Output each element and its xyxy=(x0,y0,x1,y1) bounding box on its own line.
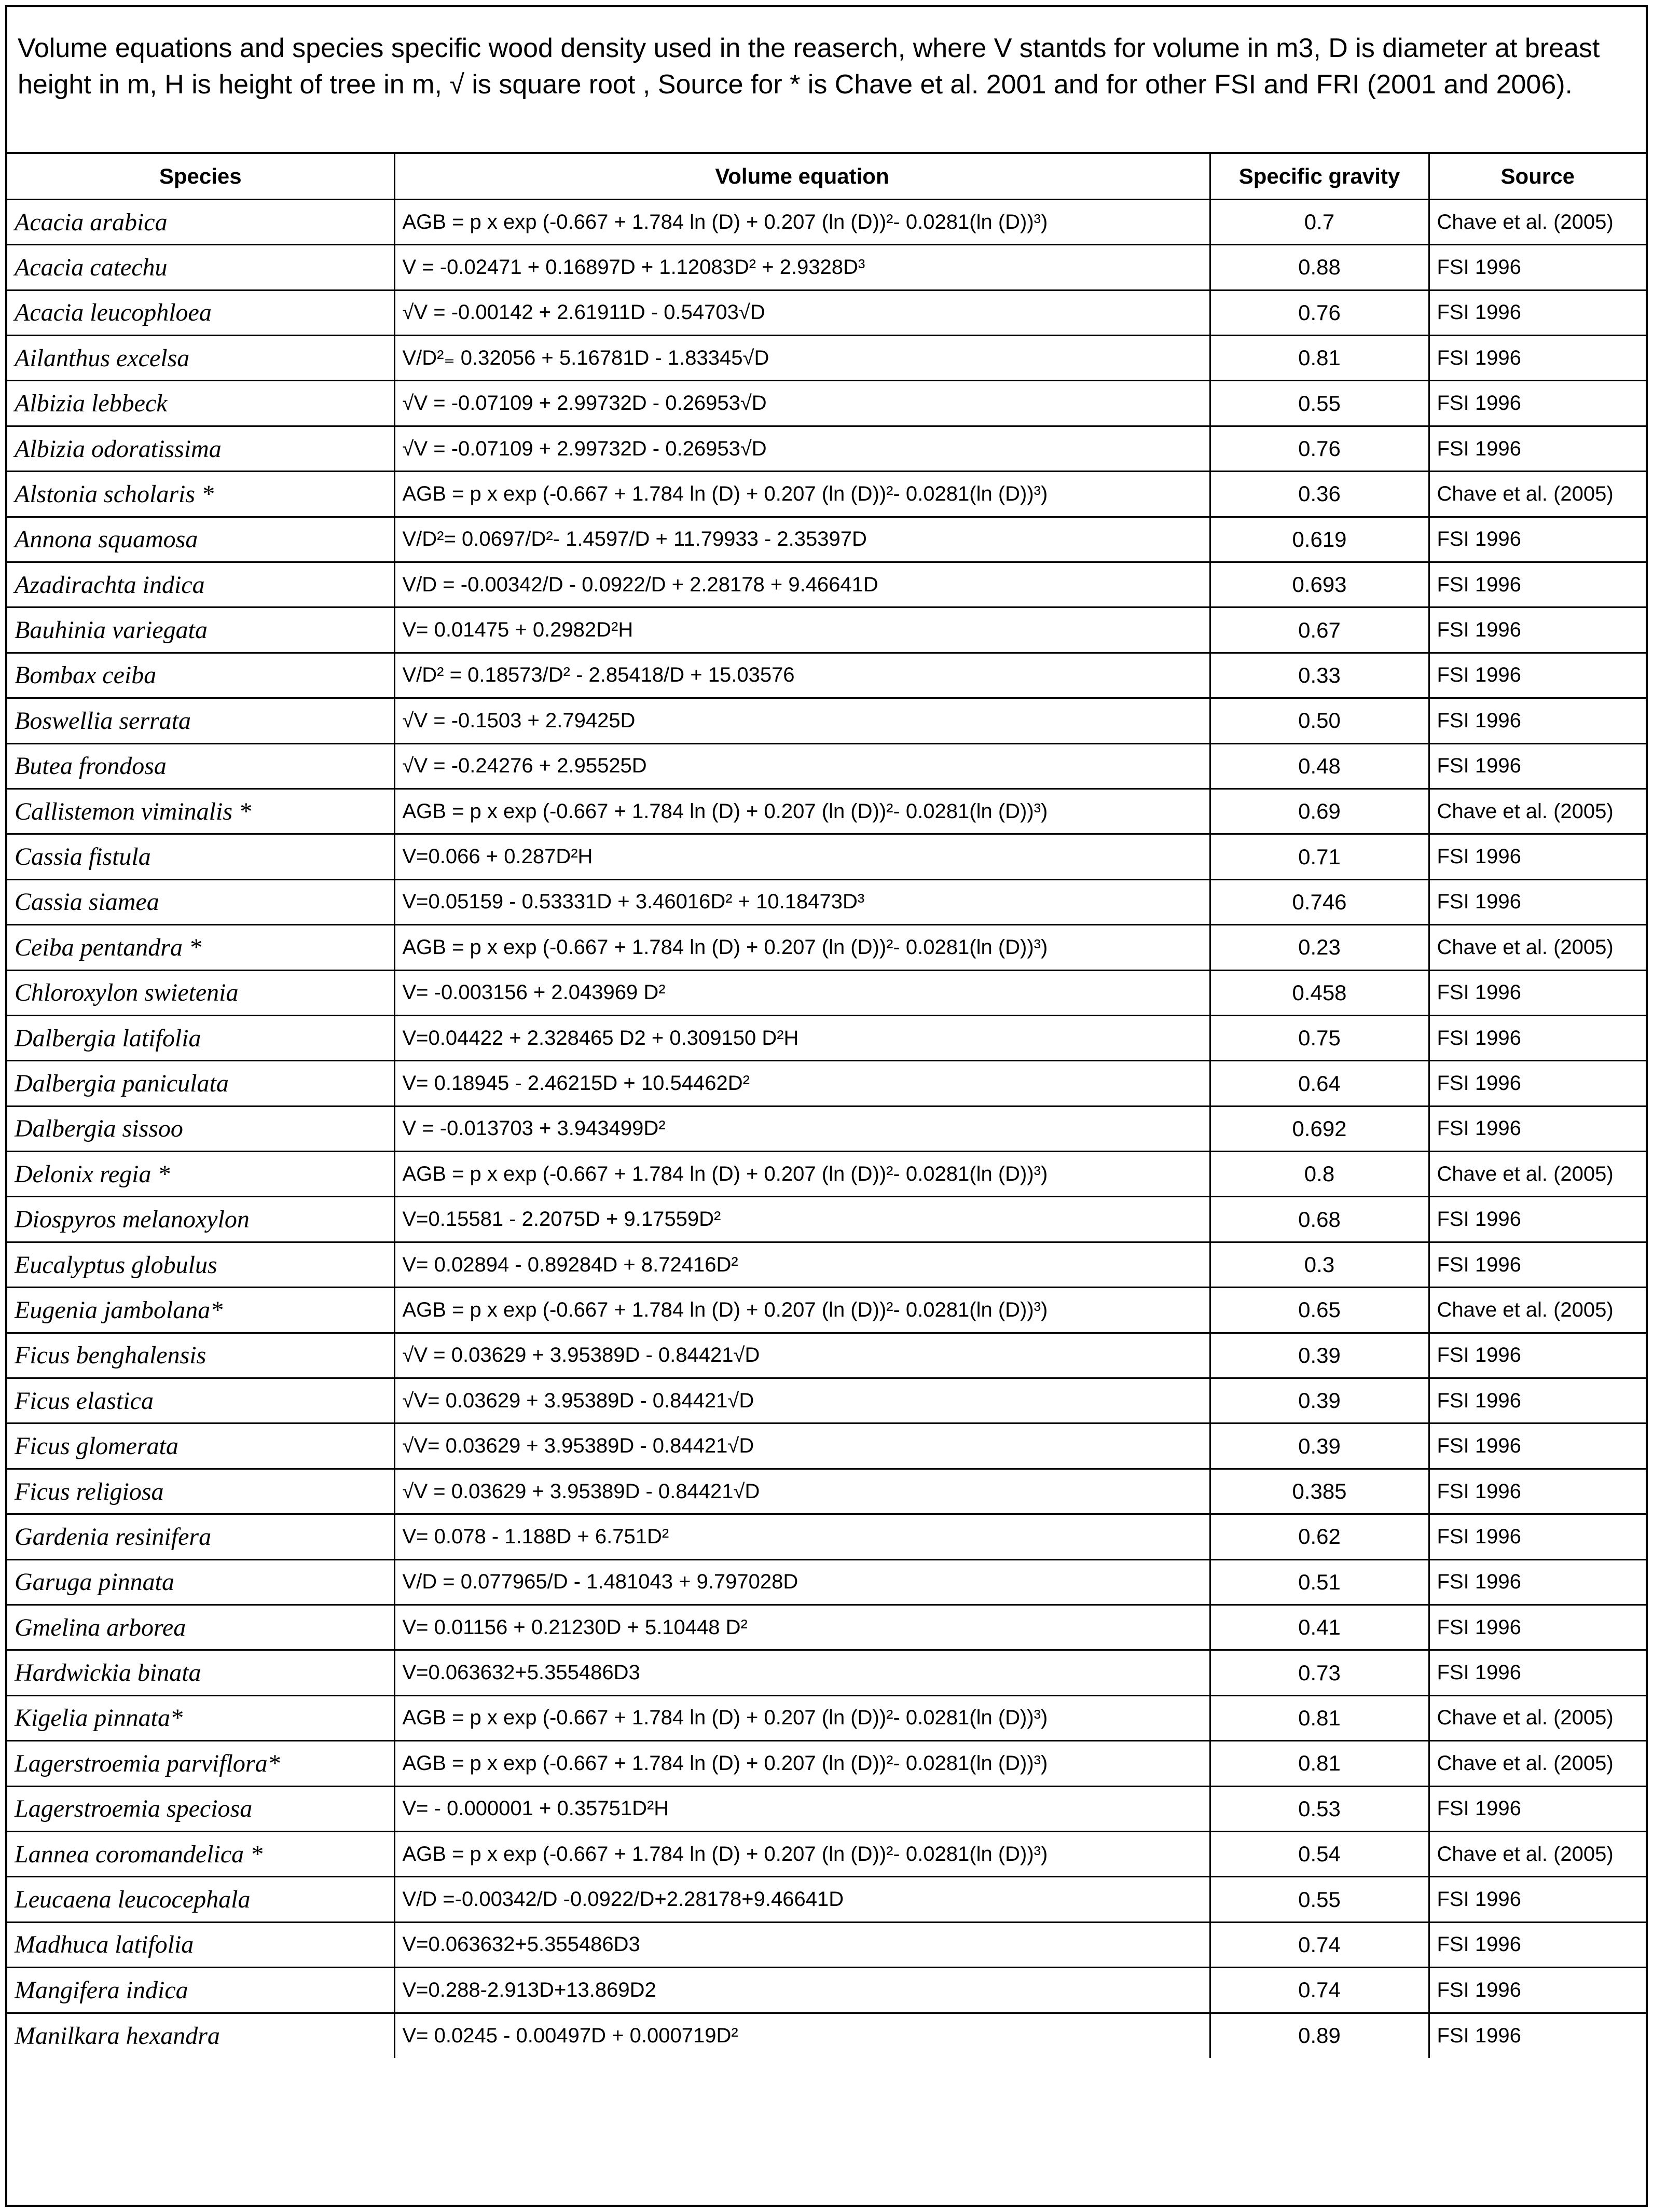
species-cell: Eucalyptus globulus xyxy=(7,1242,394,1287)
species-cell: Diospyros melanoxylon xyxy=(7,1197,394,1242)
source-cell: FSI 1996 xyxy=(1429,426,1646,471)
specific-gravity-cell: 0.50 xyxy=(1210,698,1429,743)
specific-gravity-cell: 0.458 xyxy=(1210,970,1429,1015)
specific-gravity-cell: 0.36 xyxy=(1210,472,1429,517)
table-row xyxy=(7,698,1646,743)
species-cell: Delonix regia * xyxy=(7,1152,394,1197)
table-header-row xyxy=(7,154,1646,199)
specific-gravity-cell: 0.67 xyxy=(1210,607,1429,653)
table-row xyxy=(7,1152,1646,1197)
table-row xyxy=(7,879,1646,924)
table-row xyxy=(7,426,1646,471)
volume-equation-cell: V= 0.01156 + 0.21230D + 5.10448 D² xyxy=(394,1605,1210,1650)
species-cell: Ailanthus excelsa xyxy=(7,336,394,381)
table-row xyxy=(7,1831,1646,1876)
source-cell: FSI 1996 xyxy=(1429,1423,1646,1469)
table-row xyxy=(7,1378,1646,1423)
species-cell: Butea frondosa xyxy=(7,743,394,789)
volume-equation-cell: AGB = p x exp (-0.667 + 1.784 ln (D) + 0.207 (ln (D))²- 0.0281(ln (D))³) xyxy=(394,472,1210,517)
volume-equation-cell: V = -0.02471 + 0.16897D + 1.12083D² + 2.9328D³ xyxy=(394,245,1210,290)
species-cell: Dalbergia paniculata xyxy=(7,1061,394,1106)
table-row xyxy=(7,653,1646,698)
volume-equation-table xyxy=(7,154,1646,2058)
species-cell: Lannea coromandelica * xyxy=(7,1831,394,1876)
table-row xyxy=(7,2013,1646,2058)
table-row xyxy=(7,1242,1646,1287)
species-cell: Acacia leucophloea xyxy=(7,290,394,335)
species-cell: Ficus glomerata xyxy=(7,1423,394,1469)
volume-equation-cell: √V = -0.1503 + 2.79425D xyxy=(394,698,1210,743)
volume-equation-cell: √V = -0.00142 + 2.61911D - 0.54703√D xyxy=(394,290,1210,335)
species-cell: Lagerstroemia speciosa xyxy=(7,1786,394,1831)
species-cell: Acacia catechu xyxy=(7,245,394,290)
specific-gravity-cell: 0.55 xyxy=(1210,381,1429,426)
volume-equation-cell: V/D²₌ 0.32056 + 5.16781D - 1.83345√D xyxy=(394,336,1210,381)
source-cell: FSI 1996 xyxy=(1429,290,1646,335)
species-cell: Dalbergia sissoo xyxy=(7,1106,394,1151)
volume-equation-cell: √V = -0.07109 + 2.99732D - 0.26953√D xyxy=(394,426,1210,471)
volume-equation-cell: √V= 0.03629 + 3.95389D - 0.84421√D xyxy=(394,1378,1210,1423)
species-cell: Ficus religiosa xyxy=(7,1469,394,1514)
volume-equation-cell: V/D = 0.077965/D - 1.481043 + 9.797028D xyxy=(394,1559,1210,1605)
source-cell: Chave et al. (2005) xyxy=(1429,925,1646,970)
document-page xyxy=(5,5,1648,2207)
volume-equation-cell: V=0.04422 + 2.328465 D2 + 0.309150 D²H xyxy=(394,1015,1210,1060)
species-cell: Madhuca latifolia xyxy=(7,1922,394,1967)
volume-equation-cell: V/D =-0.00342/D -0.0922/D+2.28178+9.46641D xyxy=(394,1877,1210,1922)
volume-equation-cell: V=0.063632+5.355486D3 xyxy=(394,1650,1210,1695)
source-cell: Chave et al. (2005) xyxy=(1429,1288,1646,1333)
specific-gravity-cell: 0.73 xyxy=(1210,1650,1429,1695)
volume-equation-cell: V= 0.18945 - 2.46215D + 10.54462D² xyxy=(394,1061,1210,1106)
volume-equation-cell: √V= 0.03629 + 3.95389D - 0.84421√D xyxy=(394,1423,1210,1469)
source-cell: FSI 1996 xyxy=(1429,1469,1646,1514)
specific-gravity-cell: 0.51 xyxy=(1210,1559,1429,1605)
volume-equation-cell: AGB = p x exp (-0.667 + 1.784 ln (D) + 0.207 (ln (D))²- 0.0281(ln (D))³) xyxy=(394,1152,1210,1197)
source-cell: FSI 1996 xyxy=(1429,1106,1646,1151)
volume-equation-cell: V=0.063632+5.355486D3 xyxy=(394,1922,1210,1967)
volume-equation-cell: V=0.066 + 0.287D²H xyxy=(394,834,1210,879)
table-row xyxy=(7,1786,1646,1831)
specific-gravity-cell: 0.39 xyxy=(1210,1333,1429,1378)
table-row xyxy=(7,1423,1646,1469)
volume-equation-cell: AGB = p x exp (-0.667 + 1.784 ln (D) + 0.207 (ln (D))²- 0.0281(ln (D))³) xyxy=(394,1741,1210,1786)
source-cell: FSI 1996 xyxy=(1429,970,1646,1015)
species-cell: Bauhinia variegata xyxy=(7,607,394,653)
species-cell: Alstonia scholaris * xyxy=(7,472,394,517)
column-header-specific-gravity: Specific gravity xyxy=(1210,154,1429,199)
specific-gravity-cell: 0.55 xyxy=(1210,1877,1429,1922)
specific-gravity-cell: 0.74 xyxy=(1210,1922,1429,1967)
source-cell: FSI 1996 xyxy=(1429,381,1646,426)
table-row xyxy=(7,1559,1646,1605)
species-cell: Garuga pinnata xyxy=(7,1559,394,1605)
volume-equation-cell: AGB = p x exp (-0.667 + 1.784 ln (D) + 0.207 (ln (D))²- 0.0281(ln (D))³) xyxy=(394,199,1210,244)
specific-gravity-cell: 0.39 xyxy=(1210,1378,1429,1423)
table-row xyxy=(7,1288,1646,1333)
volume-equation-cell: V/D² = 0.18573/D² - 2.85418/D + 15.03576 xyxy=(394,653,1210,698)
source-cell: FSI 1996 xyxy=(1429,2013,1646,2058)
table-row xyxy=(7,1061,1646,1106)
volume-equation-cell: V= 0.078 - 1.188D + 6.751D² xyxy=(394,1514,1210,1559)
volume-equation-cell: V = -0.013703 + 3.943499D² xyxy=(394,1106,1210,1151)
specific-gravity-cell: 0.385 xyxy=(1210,1469,1429,1514)
volume-equation-cell: √V = 0.03629 + 3.95389D - 0.84421√D xyxy=(394,1333,1210,1378)
table-row xyxy=(7,472,1646,517)
species-cell: Azadirachta indica xyxy=(7,562,394,607)
specific-gravity-cell: 0.65 xyxy=(1210,1288,1429,1333)
specific-gravity-cell: 0.7 xyxy=(1210,199,1429,244)
source-cell: Chave et al. (2005) xyxy=(1429,789,1646,834)
volume-equation-cell: V=0.15581 - 2.2075D + 9.17559D² xyxy=(394,1197,1210,1242)
species-cell: Dalbergia latifolia xyxy=(7,1015,394,1060)
source-cell: FSI 1996 xyxy=(1429,1242,1646,1287)
source-cell: FSI 1996 xyxy=(1429,517,1646,562)
species-cell: Cassia siamea xyxy=(7,879,394,924)
source-cell: Chave et al. (2005) xyxy=(1429,1831,1646,1876)
table-row xyxy=(7,562,1646,607)
species-cell: Boswellia serrata xyxy=(7,698,394,743)
volume-equation-cell: V/D²= 0.0697/D²- 1.4597/D + 11.79933 - 2.35397D xyxy=(394,517,1210,562)
species-cell: Albizia lebbeck xyxy=(7,381,394,426)
volume-equation-cell: AGB = p x exp (-0.667 + 1.784 ln (D) + 0.207 (ln (D))²- 0.0281(ln (D))³) xyxy=(394,1288,1210,1333)
specific-gravity-cell: 0.81 xyxy=(1210,336,1429,381)
table-row xyxy=(7,245,1646,290)
table-row xyxy=(7,199,1646,244)
specific-gravity-cell: 0.48 xyxy=(1210,743,1429,789)
source-cell: FSI 1996 xyxy=(1429,879,1646,924)
source-cell: FSI 1996 xyxy=(1429,1378,1646,1423)
specific-gravity-cell: 0.3 xyxy=(1210,1242,1429,1287)
volume-equation-cell: AGB = p x exp (-0.667 + 1.784 ln (D) + 0.207 (ln (D))²- 0.0281(ln (D))³) xyxy=(394,1695,1210,1740)
table-row xyxy=(7,925,1646,970)
table-row xyxy=(7,834,1646,879)
source-cell: Chave et al. (2005) xyxy=(1429,199,1646,244)
source-cell: FSI 1996 xyxy=(1429,336,1646,381)
table-row xyxy=(7,517,1646,562)
species-cell: Ceiba pentandra * xyxy=(7,925,394,970)
table-row xyxy=(7,1877,1646,1922)
specific-gravity-cell: 0.76 xyxy=(1210,426,1429,471)
specific-gravity-cell: 0.41 xyxy=(1210,1605,1429,1650)
table-row xyxy=(7,789,1646,834)
species-cell: Eugenia jambolana* xyxy=(7,1288,394,1333)
specific-gravity-cell: 0.74 xyxy=(1210,1968,1429,2013)
volume-equation-cell: V/D = -0.00342/D - 0.0922/D + 2.28178 + 9.46641D xyxy=(394,562,1210,607)
column-header-species: Species xyxy=(7,154,394,199)
specific-gravity-cell: 0.39 xyxy=(1210,1423,1429,1469)
table-row xyxy=(7,290,1646,335)
species-cell: Callistemon viminalis * xyxy=(7,789,394,834)
specific-gravity-cell: 0.89 xyxy=(1210,2013,1429,2058)
specific-gravity-cell: 0.62 xyxy=(1210,1514,1429,1559)
source-cell: FSI 1996 xyxy=(1429,698,1646,743)
source-cell: FSI 1996 xyxy=(1429,562,1646,607)
volume-equation-cell: √V = 0.03629 + 3.95389D - 0.84421√D xyxy=(394,1469,1210,1514)
species-cell: Leucaena leucocephala xyxy=(7,1877,394,1922)
source-cell: Chave et al. (2005) xyxy=(1429,472,1646,517)
species-cell: Chloroxylon swietenia xyxy=(7,970,394,1015)
specific-gravity-cell: 0.64 xyxy=(1210,1061,1429,1106)
column-header-source: Source xyxy=(1429,154,1646,199)
specific-gravity-cell: 0.53 xyxy=(1210,1786,1429,1831)
species-cell: Mangifera indica xyxy=(7,1968,394,2013)
species-cell: Manilkara hexandra xyxy=(7,2013,394,2058)
specific-gravity-cell: 0.54 xyxy=(1210,1831,1429,1876)
column-header-volume-equation: Volume equation xyxy=(394,154,1210,199)
specific-gravity-cell: 0.81 xyxy=(1210,1741,1429,1786)
specific-gravity-cell: 0.23 xyxy=(1210,925,1429,970)
volume-equation-cell: V= 0.0245 - 0.00497D + 0.000719D² xyxy=(394,2013,1210,2058)
table-row xyxy=(7,336,1646,381)
volume-equation-cell: V=0.05159 - 0.53331D + 3.46016D² + 10.18473D³ xyxy=(394,879,1210,924)
species-cell: Annona squamosa xyxy=(7,517,394,562)
table-row xyxy=(7,1333,1646,1378)
species-cell: Gardenia resinifera xyxy=(7,1514,394,1559)
specific-gravity-cell: 0.81 xyxy=(1210,1695,1429,1740)
table-row xyxy=(7,607,1646,653)
volume-equation-cell: V= 0.02894 - 0.89284D + 8.72416D² xyxy=(394,1242,1210,1287)
source-cell: FSI 1996 xyxy=(1429,1968,1646,2013)
table-row xyxy=(7,970,1646,1015)
volume-equation-cell: V=0.288-2.913D+13.869D2 xyxy=(394,1968,1210,2013)
source-cell: FSI 1996 xyxy=(1429,1015,1646,1060)
species-cell: Kigelia pinnata* xyxy=(7,1695,394,1740)
source-cell: FSI 1996 xyxy=(1429,1786,1646,1831)
specific-gravity-cell: 0.75 xyxy=(1210,1015,1429,1060)
species-cell: Ficus benghalensis xyxy=(7,1333,394,1378)
species-cell: Albizia odoratissima xyxy=(7,426,394,471)
source-cell: FSI 1996 xyxy=(1429,1559,1646,1605)
source-cell: FSI 1996 xyxy=(1429,1061,1646,1106)
source-cell: FSI 1996 xyxy=(1429,1877,1646,1922)
volume-equation-cell: AGB = p x exp (-0.667 + 1.784 ln (D) + 0.207 (ln (D))²- 0.0281(ln (D))³) xyxy=(394,1831,1210,1876)
species-cell: Cassia fistula xyxy=(7,834,394,879)
species-cell: Bombax ceiba xyxy=(7,653,394,698)
volume-equation-cell: AGB = p x exp (-0.667 + 1.784 ln (D) + 0.207 (ln (D))²- 0.0281(ln (D))³) xyxy=(394,925,1210,970)
table-row xyxy=(7,1106,1646,1151)
table-row xyxy=(7,1015,1646,1060)
source-cell: FSI 1996 xyxy=(1429,1514,1646,1559)
volume-equation-cell: V= -0.003156 + 2.043969 D² xyxy=(394,970,1210,1015)
source-cell: FSI 1996 xyxy=(1429,743,1646,789)
source-cell: FSI 1996 xyxy=(1429,1333,1646,1378)
specific-gravity-cell: 0.692 xyxy=(1210,1106,1429,1151)
source-cell: Chave et al. (2005) xyxy=(1429,1741,1646,1786)
table-row xyxy=(7,1695,1646,1740)
table-body xyxy=(7,199,1646,2058)
specific-gravity-cell: 0.71 xyxy=(1210,834,1429,879)
table-row xyxy=(7,381,1646,426)
specific-gravity-cell: 0.619 xyxy=(1210,517,1429,562)
specific-gravity-cell: 0.69 xyxy=(1210,789,1429,834)
table-row xyxy=(7,743,1646,789)
source-cell: Chave et al. (2005) xyxy=(1429,1695,1646,1740)
volume-equation-cell: V= - 0.000001 + 0.35751D²H xyxy=(394,1786,1210,1831)
table-row xyxy=(7,1741,1646,1786)
table-row xyxy=(7,1605,1646,1650)
table-row xyxy=(7,1922,1646,1967)
source-cell: FSI 1996 xyxy=(1429,1650,1646,1695)
source-cell: FSI 1996 xyxy=(1429,245,1646,290)
source-cell: FSI 1996 xyxy=(1429,834,1646,879)
source-cell: Chave et al. (2005) xyxy=(1429,1152,1646,1197)
volume-equation-cell: √V = -0.07109 + 2.99732D - 0.26953√D xyxy=(394,381,1210,426)
specific-gravity-cell: 0.76 xyxy=(1210,290,1429,335)
specific-gravity-cell: 0.746 xyxy=(1210,879,1429,924)
specific-gravity-cell: 0.88 xyxy=(1210,245,1429,290)
table-row xyxy=(7,1650,1646,1695)
source-cell: FSI 1996 xyxy=(1429,653,1646,698)
species-cell: Acacia arabica xyxy=(7,199,394,244)
specific-gravity-cell: 0.693 xyxy=(1210,562,1429,607)
species-cell: Gmelina arborea xyxy=(7,1605,394,1650)
volume-equation-cell: V= 0.01475 + 0.2982D²H xyxy=(394,607,1210,653)
specific-gravity-cell: 0.8 xyxy=(1210,1152,1429,1197)
volume-equation-cell: √V = -0.24276 + 2.95525D xyxy=(394,743,1210,789)
table-row xyxy=(7,1514,1646,1559)
species-cell: Hardwickia binata xyxy=(7,1650,394,1695)
species-cell: Ficus elastica xyxy=(7,1378,394,1423)
source-cell: FSI 1996 xyxy=(1429,1605,1646,1650)
table-row xyxy=(7,1197,1646,1242)
table-row xyxy=(7,1968,1646,2013)
source-cell: FSI 1996 xyxy=(1429,1922,1646,1967)
specific-gravity-cell: 0.33 xyxy=(1210,653,1429,698)
table-row xyxy=(7,1469,1646,1514)
table-caption: Volume equations and species specific wood density used in the reaserch, where V stantds for volume in m3, D is diameter at breast height in m, H is height of tree in m, √ is square root , Source for * is Chave et al. 2001 and for other FSI and FRI (2001 and 2006). xyxy=(7,7,1646,154)
specific-gravity-cell: 0.68 xyxy=(1210,1197,1429,1242)
source-cell: FSI 1996 xyxy=(1429,1197,1646,1242)
species-cell: Lagerstroemia parviflora* xyxy=(7,1741,394,1786)
volume-equation-cell: AGB = p x exp (-0.667 + 1.784 ln (D) + 0.207 (ln (D))²- 0.0281(ln (D))³) xyxy=(394,789,1210,834)
source-cell: FSI 1996 xyxy=(1429,607,1646,653)
